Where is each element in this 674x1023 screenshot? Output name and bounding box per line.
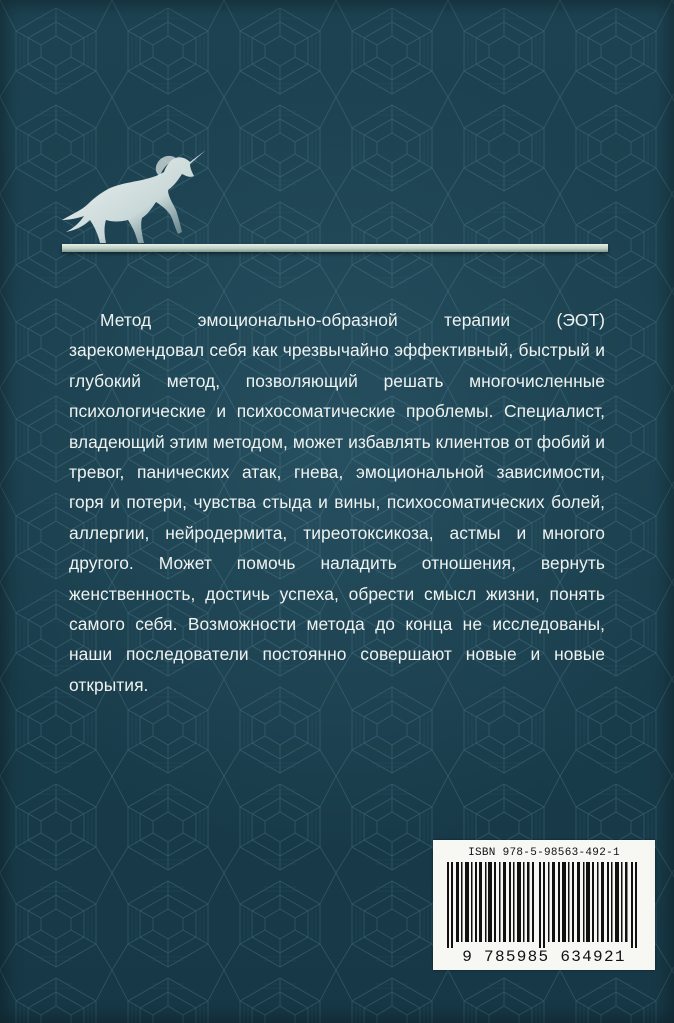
barcode-digits: 9 785985 634921 [462,948,626,966]
unicorn-icon [58,140,218,245]
book-description: Метод эмоционально-образной терапии (ЭОТ) зарекомендовал себя как чрезвычайно эффективный, быстрый и глубокий метод, позволяющий решать многочисленные психологические и психосоматические проблемы. Специалист, владеющий этим методом, может избавлять клиентов от фобий и тревог, панических атак, гнева, эмоциональной зависимости, горя и потери, чувства стыда и вины, психосоматических болей, аллергии, нейродермита, тиреотоксикоза, астмы и многого другого. Может помочь наладить отношения, вернуть женственность, достичь успеха, обрести смысл жизни, понять самого себя. Возможности метода до конца не исследованы, наши последователи постоянно совершают новые и новые открытия. [69,310,605,695]
isbn-barcode [433,840,655,970]
isbn-label: ISBN 978-5-98563-492-1 [468,847,620,859]
decorative-divider [62,244,608,252]
barcode-bars [443,862,645,948]
